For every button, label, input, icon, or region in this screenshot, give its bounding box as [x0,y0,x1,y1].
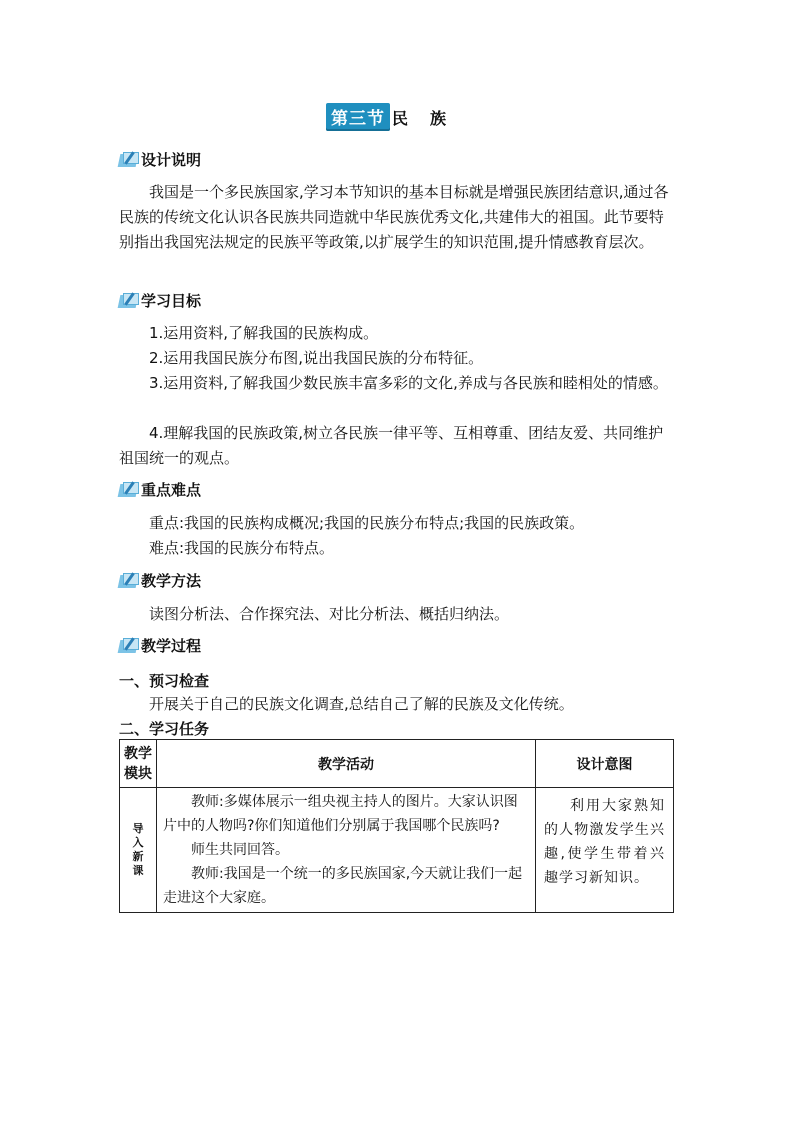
difficult-points: 难点:我国的民族分布特点。 [149,539,335,557]
section-heading-goals: 学习目标 [119,290,201,311]
header-intent: 设计意图 [536,740,674,788]
intent-cell: 利用大家熟知的人物激发学生兴趣,使学生带着兴趣学习新知识。 [536,788,674,913]
book-pen-icon [119,572,139,589]
preview-check-heading: 一、预习检查 [119,672,210,690]
book-pen-icon [119,481,139,498]
table-row [120,788,674,913]
lesson-title [0,103,794,131]
lesson-plan-table [119,739,674,913]
lesson-title-text: 民族 [391,108,468,128]
goal-item: 2.运用我国民族分布图,说出我国民族的分布特征。 [149,349,484,367]
goal-item: 4.理解我国的民族政策,树立各民族一律平等、互相尊重、团结友爱、共同维护祖国统一的观点。 [119,424,664,467]
header-activity: 教学活动 [157,740,536,788]
section-heading-process: 教学过程 [119,635,201,656]
preview-check-body: 开展关于自己的民族文化调查,总结自己了解的民族及文化传统。 [149,695,574,713]
section-number-badge: 第三节 [326,103,390,131]
goal-item: 1.运用资料,了解我国的民族构成。 [149,324,379,342]
activity-cell [157,788,536,913]
section-heading-design: 设计说明 [119,149,201,170]
section-heading-key: 重点难点 [119,479,201,500]
goal-item: 3.运用资料,了解我国少数民族丰富多彩的文化,养成与各民族和睦相处的情感。 [149,374,668,392]
teaching-methods: 读图分析法、合作探究法、对比分析法、概括归纳法。 [149,605,510,623]
design-description: 我国是一个多民族国家,学习本节知识的基本目标就是增强民族团结意识,通过各民族的传统文化认识各民族共同造就中华民族优秀文化,共建伟大的祖国。此节要特别指出我国宪法规定的民族平等政策,以扩展学生的知识范围,提升情感教育层次。 [119,183,669,251]
module-cell: 导 入 新 课 [120,788,157,913]
section-heading-method: 教学方法 [119,570,201,591]
learning-tasks-heading: 二、学习任务 [119,720,210,738]
activity-line: 师生共同回答。 [191,842,289,858]
key-points: 重点:我国的民族构成概况;我国的民族分布特点;我国的民族政策。 [149,514,585,532]
activity-line: 教师:多媒体展示一组央视主持人的图片。大家认识图片中的人物吗?你们知道他们分别属于我国哪个民族吗? [163,794,518,834]
book-pen-icon [119,151,139,168]
book-pen-icon [119,292,139,309]
table-header-row [120,740,674,788]
activity-line: 教师:我国是一个统一的多民族国家,今天就让我们一起走进这个大家庭。 [163,866,523,906]
header-module: 教学 模块 [120,740,157,788]
book-pen-icon [119,637,139,654]
